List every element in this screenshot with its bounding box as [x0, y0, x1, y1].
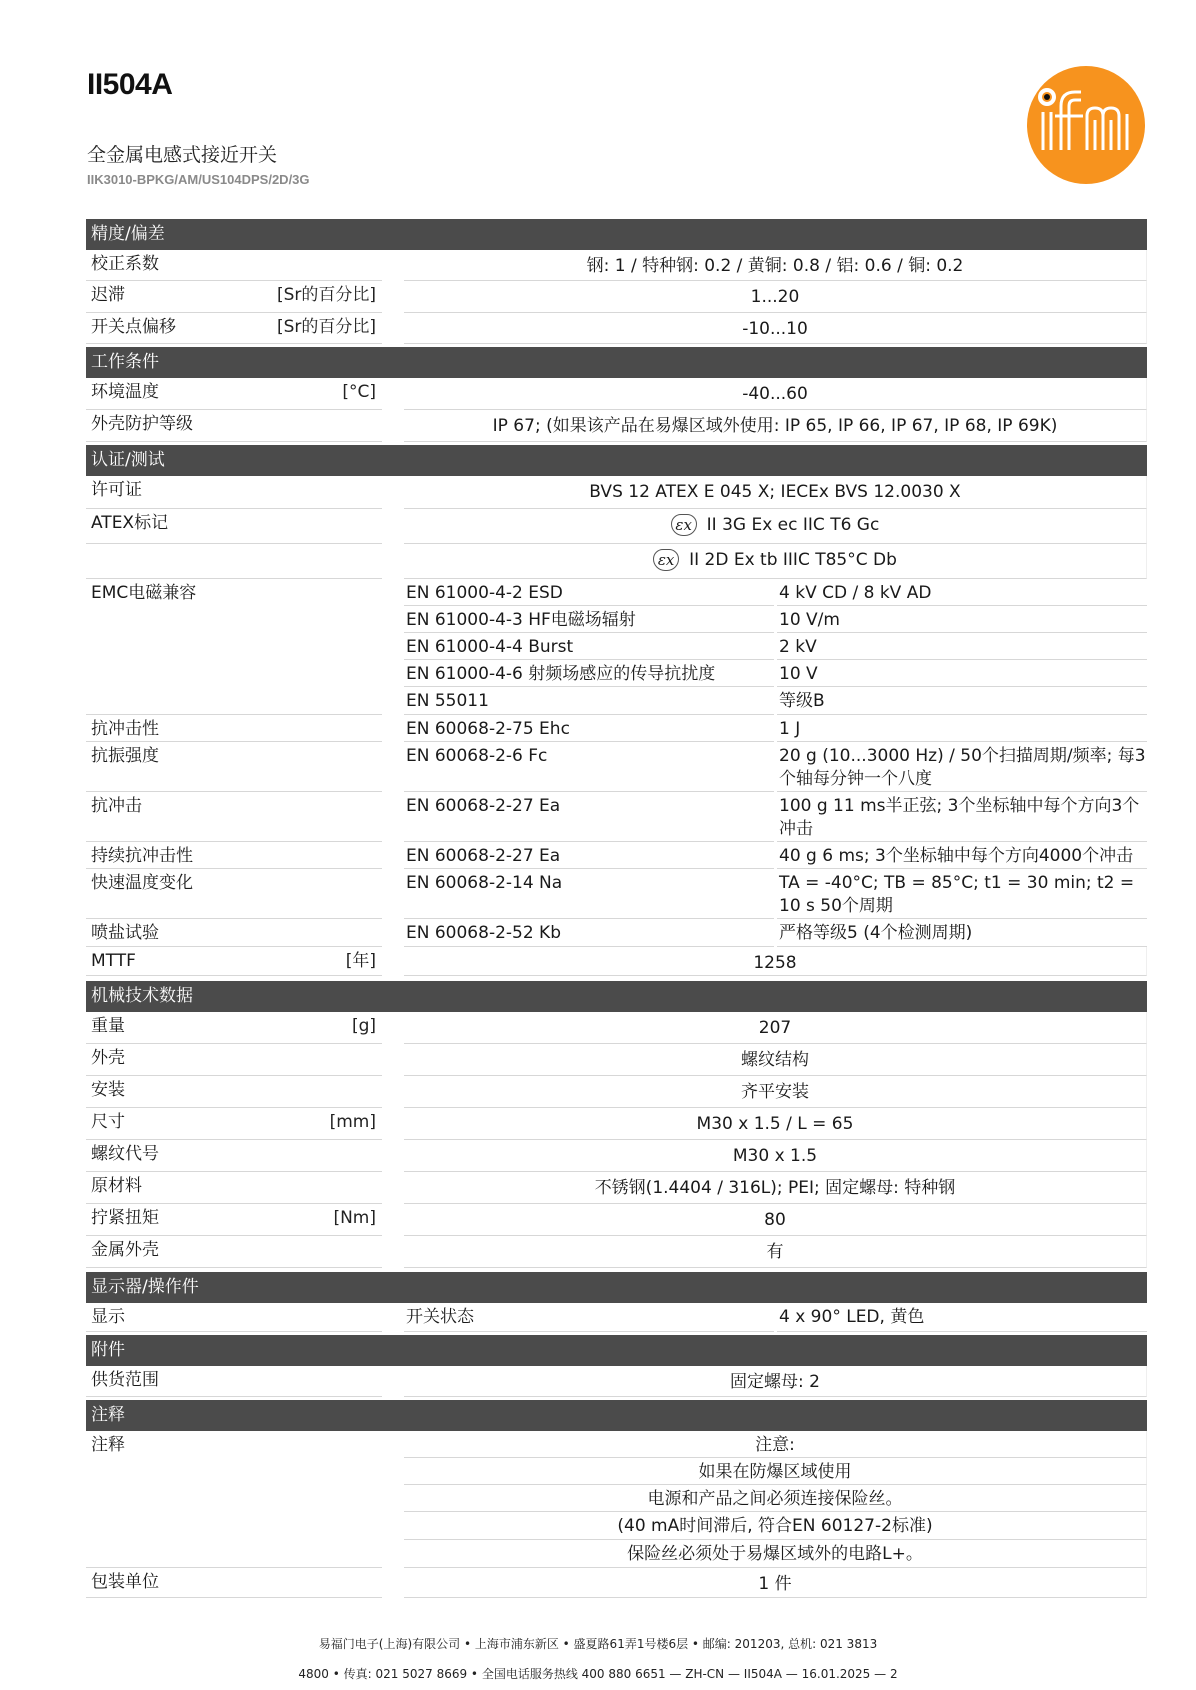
- table-row: 重量 [g] 207: [86, 1012, 1147, 1044]
- row-label: 抗振强度: [86, 742, 382, 792]
- row-label: 持续抗冲击性: [86, 842, 382, 869]
- row-label: 安装: [86, 1076, 382, 1108]
- note-line: 电源和产品之间必须连接保险丝。: [404, 1485, 1147, 1512]
- table-row: [404, 633, 1147, 660]
- table-row: 安装 齐平安装: [86, 1076, 1147, 1108]
- emc-standard: EN 61000-4-6 射频场感应的传导抗扰度: [404, 660, 774, 687]
- row-label: 抗冲击性: [86, 715, 382, 742]
- table-row: 尺寸 [mm] M30 x 1.5 / L = 65: [86, 1108, 1147, 1140]
- table-row: 喷盐试验 EN 60068-2-52 Kb 严格等级5 (4个检测周期): [86, 919, 1147, 947]
- datasheet-table: [86, 219, 1147, 1598]
- row-label: MTTF [年]: [86, 947, 382, 976]
- notes-block: [86, 1431, 1147, 1568]
- table-row: [404, 579, 1147, 606]
- row-label: 外壳防护等级: [86, 410, 382, 442]
- emc-value: 2 kV: [777, 633, 1147, 660]
- row-label: 抗冲击: [86, 792, 382, 842]
- section-accessories: 附件: [86, 1335, 1147, 1366]
- table-row: 包装单位 1 件: [86, 1568, 1147, 1598]
- table-row: 螺纹代号 M30 x 1.5: [86, 1140, 1147, 1172]
- emc-block: [86, 579, 1147, 715]
- ex-mark-icon: εx: [671, 514, 697, 536]
- table-row: [86, 476, 1147, 509]
- row-label: 尺寸 [mm]: [86, 1108, 382, 1140]
- row-value: 1...20: [404, 281, 1147, 313]
- table-row: 持续抗冲击性 EN 60068-2-27 Ea 40 g 6 ms; 3个坐标轴中每个方向4000个冲击: [86, 842, 1147, 869]
- row-label: 重量 [g]: [86, 1012, 382, 1044]
- product-title: II504A: [87, 68, 173, 101]
- row-label: 拧紧扭矩 [Nm]: [86, 1204, 382, 1236]
- emc-standard: EN 61000-4-3 HF电磁场辐射: [404, 606, 774, 633]
- row-value: BVS 12 ATEX E 045 X; IECEx BVS 12.0030 X: [404, 476, 1147, 509]
- row-label: 金属外壳: [86, 1236, 382, 1268]
- section-accuracy: 精度/偏差: [86, 219, 1147, 250]
- section-operating: 工作条件: [86, 347, 1147, 378]
- table-row: 抗振强度 EN 60068-2-6 Fc 20 g (10...3000 Hz) / 50个扫描周期/频率; 每3个轴每分钟一个八度: [86, 742, 1147, 792]
- emc-value: 10 V: [777, 660, 1147, 687]
- row-value: 1258: [404, 947, 1147, 976]
- table-row: [86, 378, 1147, 410]
- emc-standard: EN 61000-4-4 Burst: [404, 633, 774, 660]
- table-row: 金属外壳 有: [86, 1236, 1147, 1268]
- row-label: ATEX标记: [86, 509, 382, 544]
- row-value: -40...60: [404, 378, 1147, 410]
- note-line: 如果在防爆区域使用: [404, 1458, 1147, 1485]
- section-notes: 注释: [86, 1400, 1147, 1431]
- note-line: 注意:: [404, 1431, 1147, 1458]
- table-row: [404, 660, 1147, 687]
- row-label: 原材料: [86, 1172, 382, 1204]
- emc-standard: EN 55011: [404, 687, 774, 715]
- table-row: [86, 313, 1147, 344]
- row-label: 显示: [86, 1303, 382, 1332]
- row-label: 包装单位: [86, 1568, 382, 1598]
- table-row: 快速温度变化 EN 60068-2-14 Na TA = -40°C; TB = 85°C; t1 = 30 min; t2 = 10 s 50个周期: [86, 869, 1147, 919]
- product-subtitle: 全金属电感式接近开关: [87, 144, 278, 166]
- note-line: 保险丝必须处于易爆区域外的电路L+。: [404, 1540, 1147, 1568]
- ifm-logo-icon: [1027, 66, 1145, 184]
- table-row: [86, 250, 1147, 281]
- section-mechanical: 机械技术数据: [86, 981, 1147, 1012]
- table-row: [86, 544, 1147, 579]
- emc-value: 10 V/m: [777, 606, 1147, 633]
- emc-standard: EN 61000-4-2 ESD: [404, 579, 774, 606]
- table-row: [404, 687, 1147, 715]
- table-row: 供货范围 固定螺母: 2: [86, 1366, 1147, 1397]
- row-label: 迟滞 [Sr的百分比]: [86, 281, 382, 313]
- table-row: 原材料 不锈钢(1.4404 / 316L); PEI; 固定螺母: 特种钢: [86, 1172, 1147, 1204]
- table-row: [86, 947, 1147, 976]
- section-approvals: 认证/测试: [86, 445, 1147, 476]
- row-label: 快速温度变化: [86, 869, 382, 919]
- table-row: [404, 606, 1147, 633]
- table-row: [86, 281, 1147, 313]
- row-value: εx II 2D Ex tb IIIC T85°C Db: [404, 544, 1147, 579]
- row-label: 供货范围: [86, 1366, 382, 1397]
- row-label: 外壳: [86, 1044, 382, 1076]
- footer-contact: 4800 • 传真: 021 5027 8669 • 全国电话服务热线 400 880 6651 — ZH-CN — II504A — 16.01.2025 — 2: [298, 1667, 898, 1681]
- table-row: 抗冲击 EN 60068-2-27 Ea 100 g 11 ms半正弦; 3个坐标轴中每个方向3个冲击: [86, 792, 1147, 842]
- row-value: IP 67; (如果该产品在易爆区域外使用: IP 65, IP 66, IP 67, IP 68, IP 69K): [404, 410, 1147, 442]
- row-label: 环境温度 [°C]: [86, 378, 382, 410]
- row-label: 喷盐试验: [86, 919, 382, 947]
- row-label: 螺纹代号: [86, 1140, 382, 1172]
- table-row: 拧紧扭矩 [Nm] 80: [86, 1204, 1147, 1236]
- product-code: IIK3010-BPKG/AM/US104DPS/2D/3G: [87, 172, 310, 187]
- row-value: εx II 3G Ex ec IIC T6 Gc: [404, 509, 1147, 544]
- section-display: 显示器/操作件: [86, 1272, 1147, 1303]
- row-value: 钢: 1 / 特种钢: 0.2 / 黄铜: 0.8 / 铝: 0.6 / 铜: 0.2: [404, 250, 1147, 281]
- row-label: 开关点偏移 [Sr的百分比]: [86, 313, 382, 344]
- row-label: 注释: [86, 1431, 382, 1568]
- table-row: 外壳 螺纹结构: [86, 1044, 1147, 1076]
- table-row: [86, 410, 1147, 442]
- table-row: [86, 509, 1147, 544]
- emc-value: 4 kV CD / 8 kV AD: [777, 579, 1147, 606]
- row-value: -10...10: [404, 313, 1147, 344]
- row-label: EMC电磁兼容: [86, 579, 382, 715]
- ifm-logo: [1027, 66, 1145, 184]
- row-label: 许可证: [86, 476, 382, 509]
- note-line: (40 mA时间滞后, 符合EN 60127-2标准): [404, 1512, 1147, 1540]
- ex-mark-icon: εx: [653, 549, 679, 571]
- row-label: [86, 544, 382, 579]
- footer-address: 易福门电子(上海)有限公司 • 上海市浦东新区 • 盛夏路61弄1号楼6层 • 邮编: 201203, 总机: 021 3813: [318, 1637, 878, 1651]
- row-label: 校正系数: [86, 250, 382, 281]
- emc-value: 等级B: [777, 687, 1147, 715]
- table-row: 显示 开关状态 4 x 90° LED, 黄色: [86, 1303, 1147, 1332]
- table-row: 抗冲击性 EN 60068-2-75 Ehc 1 J: [86, 715, 1147, 742]
